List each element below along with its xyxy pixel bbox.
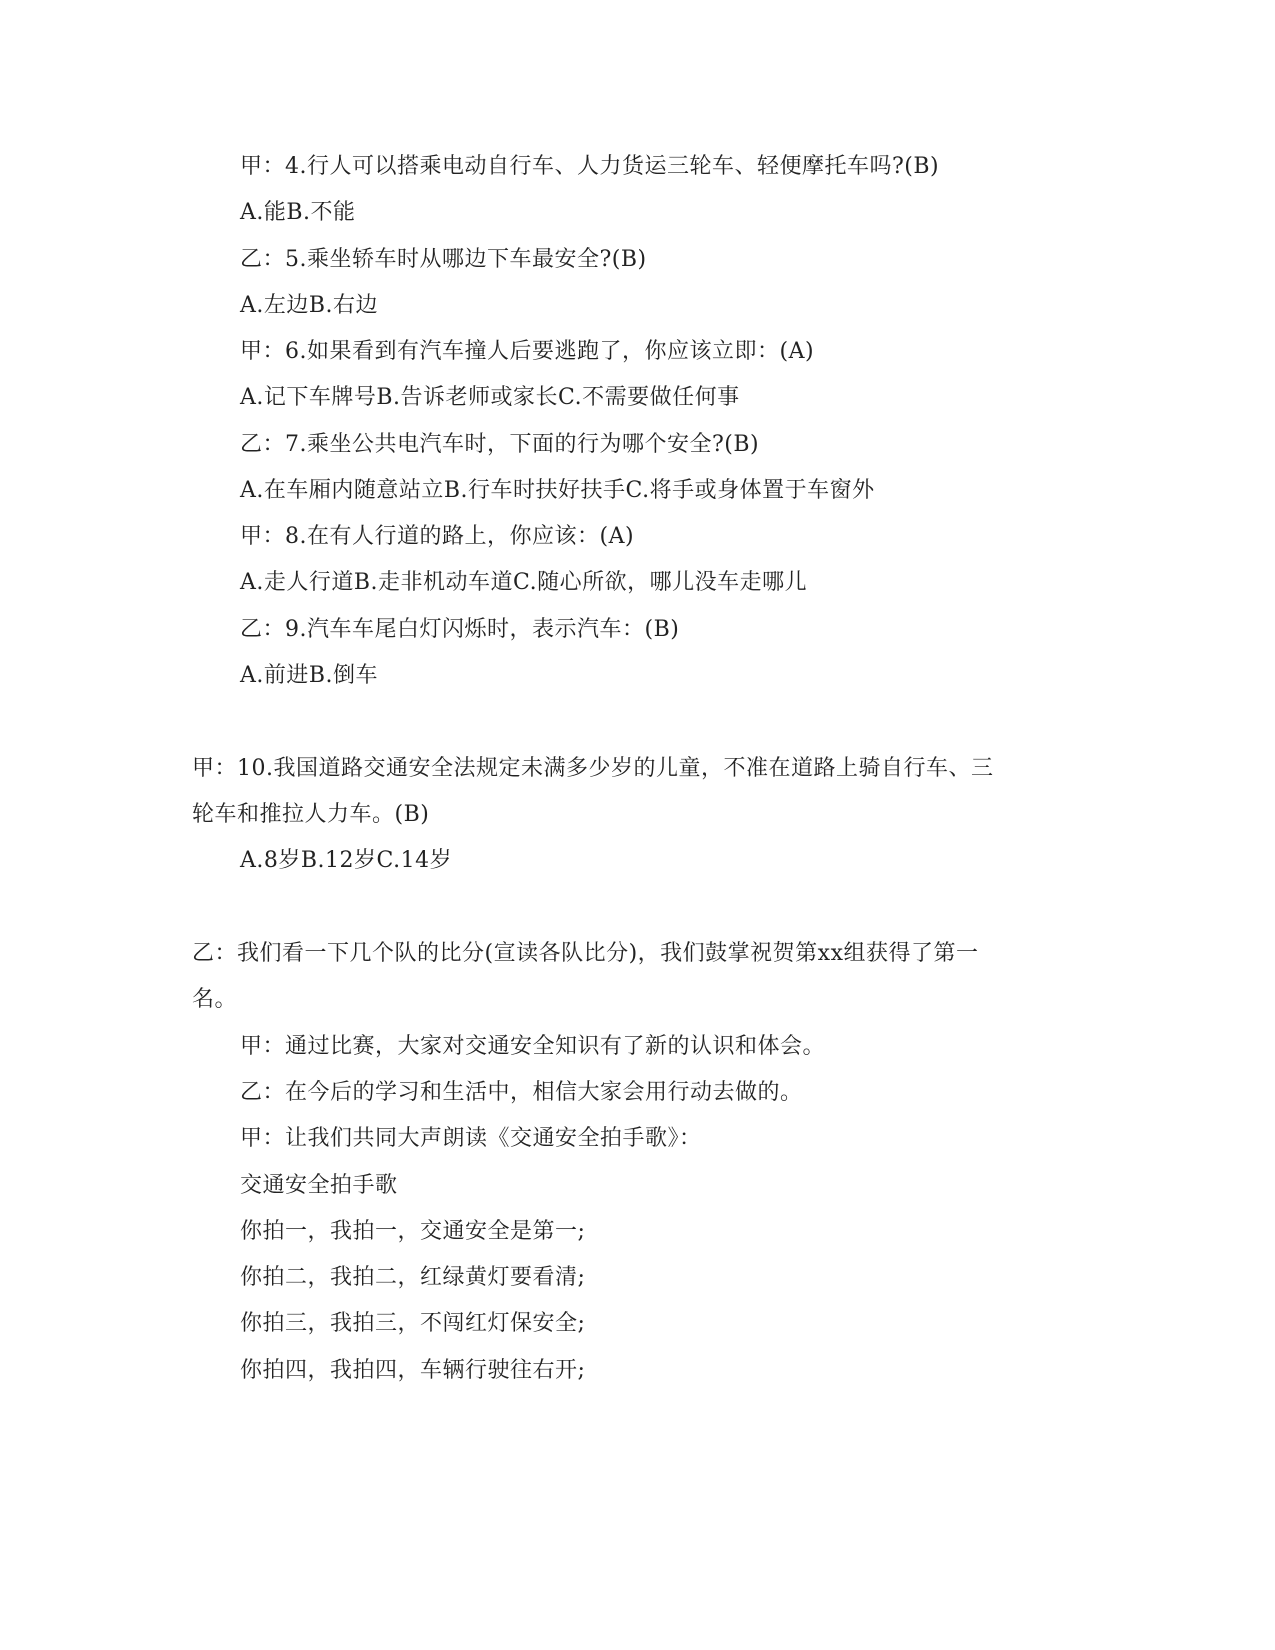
closing-remark-a: 甲：通过比赛，大家对交通安全知识有了新的认识和体会。 [240,1034,826,1059]
song-verse-4: 你拍四，我拍四，车辆行驶往右开; [240,1358,586,1383]
question-4: 甲：4.行人可以搭乘电动自行车、人力货运三轮车、轻便摩托车吗?(B) [240,154,940,179]
closing-remark-b: 乙：在今后的学习和生活中，相信大家会用行动去做的。 [240,1080,803,1105]
score-announcement-line-1: 乙：我们看一下几个队的比分(宣读各队比分)，我们鼓掌祝贺第xx组获得了第一 [192,941,979,966]
question-10-options: A.8岁B.12岁C.14岁 [240,848,453,873]
score-announcement-line-2: 名。 [192,987,238,1012]
question-5: 乙：5.乘坐轿车时从哪边下车最安全?(B) [240,247,647,272]
question-8: 甲：8.在有人行道的路上，你应该：(A) [240,524,635,549]
question-6-options: A.记下车牌号B.告诉老师或家长C.不需要做任何事 [240,385,740,410]
question-4-options: A.能B.不能 [240,200,356,225]
question-10-line-2: 轮车和推拉人力车。(B) [192,802,430,827]
question-7-options: A.在车厢内随意站立B.行车时扶好扶手C.将手或身体置于车窗外 [240,478,875,503]
song-title: 交通安全拍手歌 [240,1173,398,1198]
song-verse-3: 你拍三，我拍三，不闯红灯保安全; [240,1311,586,1336]
question-10-line-1: 甲：10.我国道路交通安全法规定未满多少岁的儿童，不准在道路上骑自行车、三 [192,756,994,781]
question-9: 乙：9.汽车车尾白灯闪烁时，表示汽车：(B) [240,617,680,642]
song-verse-1: 你拍一，我拍一，交通安全是第一; [240,1219,586,1244]
song-verse-2: 你拍二，我拍二，红绿黄灯要看清; [240,1265,586,1290]
question-7: 乙：7.乘坐公共电汽车时，下面的行为哪个安全?(B) [240,432,760,457]
question-6: 甲：6.如果看到有汽车撞人后要逃跑了，你应该立即：(A) [240,339,815,364]
question-8-options: A.走人行道B.走非机动车道C.随心所欲，哪儿没车走哪儿 [240,570,808,595]
question-9-options: A.前进B.倒车 [240,663,379,688]
closing-remark-c: 甲：让我们共同大声朗读《交通安全拍手歌》： [240,1126,702,1151]
question-5-options: A.左边B.右边 [240,293,379,318]
